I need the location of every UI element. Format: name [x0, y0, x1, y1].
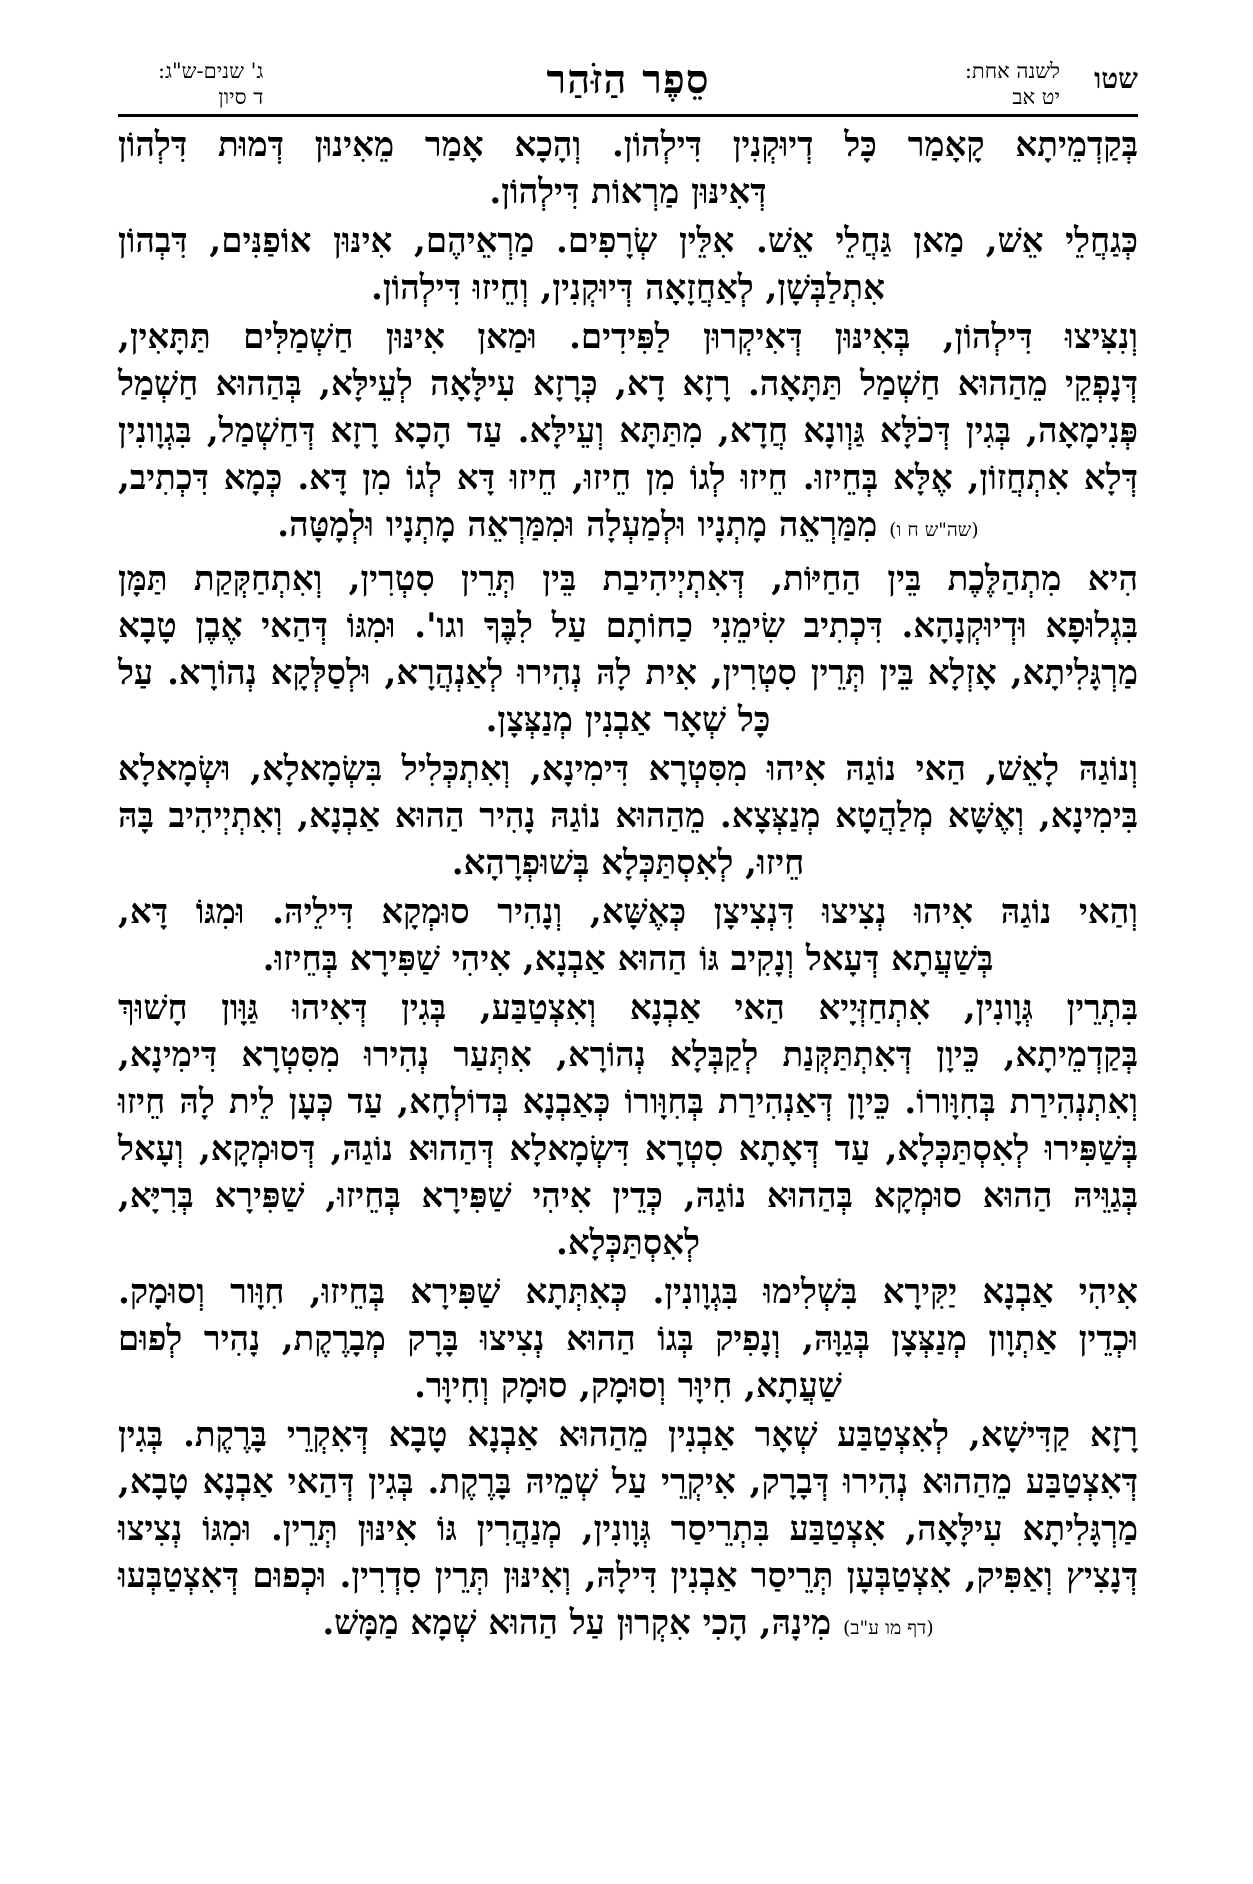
paragraph-6: [118, 889, 1138, 983]
paragraph-3: [118, 314, 1138, 554]
header-divider: [118, 114, 1138, 117]
paragraph-text: דְּאִינּוּן מַרְאוֹת דִּילְהוֹן.: [489, 172, 767, 212]
paragraph-text: אִתְלַבְּשָׁן, לְאַחֲזָאָה דְּיוּקְנִין, וְחֵיזוּ דִּילְהוֹן.: [371, 268, 885, 308]
paragraph-first-line: רָזָא קַדִּישָׁא, לְאִצְטַבַּע שְׁאָר אַבְנִין מֵהַהוּא אַבְנָא טָבָא דְּאִקְרֵי בָּרֶקֶת. בְּגִין: [118, 1415, 1138, 1455]
page-header: [118, 54, 1138, 116]
paragraph-text: דְּנָפְקֵי מֵהַהוּא חַשְׁמַל תַּתָּאָה. רָזָא דָא, כְּרָזָא עִילָּאָה לְעֵילָּא, בְּהַהוּא חַשְׁמַל פְּנִימָאָה, בְּגִין דְּכֹלָּא גַּוְונָא חֲדָא, מִתַּתָּא וְעֵילָּא. עַד הָכָא רָזָא דְּחַשְׁמַל, בִּגְוָונִין דְּלָא אִתְחֲזוֹן, אֶלָּא בְּחֵיזוּ. חֵיזוּ לְגוֹ מִן חֵיזוּ, חֵיזוּ דָּא לְגוֹ מִן דָּא. כְּמָא דִּכְתִיב,: [118, 364, 1138, 498]
three-years-label: ג' שנים-ש"ג:: [158, 59, 264, 83]
paragraph-text-tail: מִינָהּ, הָכִי אִקְרוּן עַל הַהוּא שְׁמָא מַמָּשׁ.: [322, 1603, 832, 1643]
paragraph-first-line: וְנִצִּיצוּ דִּילְהוֹן, בְּאִינּוּן דְּאִיקְרוּן לַפִּידִים. וּמַאן אִינּוּן חַשְׁמַלִּים תַּתָּאִין,: [118, 317, 1138, 357]
book-title: סֵפֶר הַזֹּהַר: [546, 56, 710, 103]
one-year-label: לשנה אחת:: [964, 59, 1060, 83]
paragraph-text: בִּימִינָא, וְאֶשָּׁא מְלַהֲטָא מְנַצְּצָא. מֵהַהוּא נוֹגַהּ נָהִיר הַהוּא אַבְנָא, וְאִתְיְיהִיב בָּהּ חֵיזוּ, לְאִסְתַּכְּלָא בְּשׁוּפְרָהָא.: [118, 796, 1138, 883]
paragraph-text: וּכְדֵין אַתְוָון מְנַצְּצָן בְּגַוָּהּ, וְנָפִיק בְּגוֹ הַהוּא נְצִיצוּ בָּרָק מְבָרֶקֶת, נָהִיר לְפוּם שַׁעֲתָא, חִיוָּר וְסוּמָק, סוּמָק וְחִיוָּר.: [118, 1319, 1138, 1406]
paragraph-1: [118, 122, 1138, 216]
paragraph-text: דְּאִצְטַבַּע מֵהַהוּא נְהִירוּ דְּבָרָק, אִיקְרֵי עַל שְׁמֵיהּ בָּרֶקֶת. בְּגִין דְּהַאי אַבְנָא טָבָא, מַרְגָּלִיתָא עִילָּאָה, אִצְטַבַּע בִּתְרֵיסַר גְּוָונִין, מְנַהֲרִין גּוֹ אִינּוּן תְּרֵין. וּמִגּוֹ נְצִיצוּ דְּנָצִיץ וְאַפִּיק, אִצְטַבְּעָן תְּרֵיסַר אַבְנִין דִּילָהּ, וְאִינּוּן תְּרֵין סִדְרִין. וּכְפוּם דְּאִצְטַבְּעוּ: [118, 1462, 1139, 1596]
page-reference: (דף מו ע"ב): [842, 1617, 934, 1639]
scripture-reference: (שה"ש ח ו): [889, 519, 979, 541]
paragraph-9: [118, 1412, 1138, 1652]
three-years-date: ד סיון: [218, 85, 264, 109]
paragraph-first-line: בְּקַדְמֵיתָא קָאָמַר כָּל דְיוּקְנִין דִּילְהוֹן. וְהָכָא אָמַר מֵאִינוּן דְּמוּת דִּלְהוֹן: [118, 125, 1138, 165]
paragraph-text: בְּשַׁעֲתָא דְּעָאל וְנָקִיב גּוֹ הַהוּא אַבְנָא, אִיהִי שַׁפִּירָא בְּחֵיזוּ.: [262, 939, 994, 979]
page-number: שטו: [1094, 62, 1138, 95]
paragraph-first-line: בִּתְרֵין גְּוָונִין, אִתְחַזְּיָיא הַאי אַבְנָא וְאִצְטַבַּע, בְּגִין דְּאִיהוּ גַּוָּון חָשׁוּךְ: [118, 988, 1138, 1028]
daily-schedule-three-years: [158, 58, 263, 110]
paragraph-7: [118, 985, 1138, 1267]
text-body: [118, 122, 1138, 1654]
paragraph-first-line: הִיא מִתְהַלֶּכֶת בֵּין הַחַיּוֹת, דְּאִתְיְיהִיבַת בֵּין תְּרֵין סִטְרִין, וְאִתְחַקְּקַת תַּמָּן: [118, 559, 1138, 599]
paragraph-text-tail: מִמַּרְאֵה מָתְנָיו וּלְמַעְלָה וּמִמַּרְאֵה מָתְנָיו וּלְמָטָּה.: [277, 505, 878, 545]
paragraph-first-line: אִיהִי אַבְנָא יַקִּירָא בִּשְׁלִימוּ בִּגְוָונִין. כְּאִתְּתָא שַׁפִּירָא בְּחֵיזוּ, חִוָּור וְסוּמָק.: [118, 1272, 1138, 1312]
paragraph-8: [118, 1269, 1138, 1410]
paragraph-5: [118, 746, 1138, 887]
paragraph-first-line: כְּגַחֲלֵי אֵשׁ, מַאן גַּחֲלֵי אֵשׁ. אִלֵּין שְׂרָפִים. מַרְאֵיהֶם, אִינּוּן אוֹפַנִּים, דִּבְהוֹן: [118, 221, 1138, 261]
paragraph-text: בִּגְלוּפָא וּדְיוּקְנָהָא. דִּכְתִיב שִׂימֵנִי כַחוֹתָם עַל לִבֶּךָ וגו'. וּמִגּוֹ דְּהַאי אֶבֶן טָבָא מַרְגָּלִיתָא, אָזְלָא בֵּין תְּרֵין סִטְרִין, אִית לָהּ נְהִירוּ לְאַנְהֲרָא, וּלְסַלְּקָא נְהוֹרָא. עַל כָּל שְׁאָר אַבְנִין מְנַצְּצָן.: [118, 606, 1138, 740]
paragraph-2: [118, 218, 1138, 312]
paragraph-first-line: וְהַאי נוֹגַהּ אִיהוּ נְצִיצוּ דִּנְצִיצָן כְּאֶשָּׁא, וְנָהִיר סוּמְקָא דִּילֵיהּ. וּמִגּוֹ דָּא,: [118, 892, 1138, 932]
paragraph-4: [118, 556, 1138, 744]
one-year-date: יט אב: [1012, 85, 1060, 109]
paragraph-text: בְּקַדְמֵיתָא, כֵּיוָן דְּאִתְתַּקְּנַת לְקַבְּלָא נְהוֹרָא, אִתְּעַר נְהִירוּ מִסִּטְרָא דִּימִינָא, וְאִתְנְהִירַת בְּחִוָּורוֹ. כֵּיוָן דְּאַנְהִירַת בְּחִוָּורוֹ כְּאַבְנָא בְּדוֹלְחָא, עַד כְּעָן לֵית לָהּ חֵיזוּ בְּשַׁפִּירוּ לְאִסְתַּכְּלָא, עַד דְּאָתָא סִטְרָא דִּשְׂמָאלָא דְּהַהוּא נוֹגַהּ, דְּסוּמְקָא, וְעָאל בְּגַוֵּיהּ הַהוּא סוּמְקָא בְּהַהוּא נוֹגַהּ, כְּדֵין אִיהִי שַׁפִּירָא בְּחֵיזוּ, שַׁפִּירָא בְּרִיָּא, לְאִסְתַּכְּלָא.: [118, 1035, 1138, 1263]
paragraph-first-line: וְנוֹגַהּ לָאֵשׁ, הַאי נוֹגַהּ אִיהוּ מִסִּטְרָא דִּימִינָא, וְאִתְכְּלִיל בִּשְׂמָאלָא, וּשְׂמָאלָא: [118, 749, 1138, 789]
